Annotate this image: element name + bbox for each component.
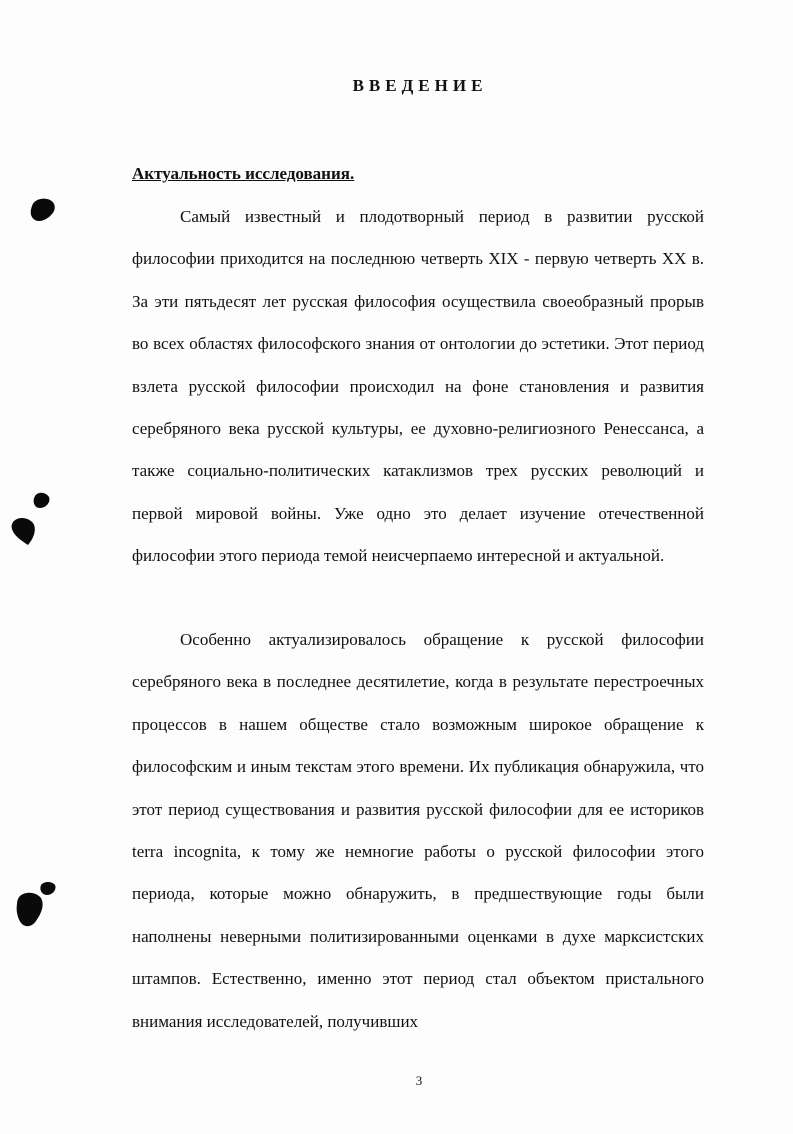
paragraph-2: Особенно актуализировалось обращение к русской философии серебряного века в последнее десятилетие, когда в результате перестроечных процессов в нашем обществе стало возможным широкое обращение к философским и иным текстам этого времени. Их публикация обнаружила, что этот период существования и развития русской философии для ее историков terra incognita, к тому же немногие работы о русской философии этого периода, которые можно обнаружить, в предшествующие годы были наполнены неверными политизированными оценками в духе марксистских штампов. Естественно, именно этот период стал объектом пристального внимания исследователей, получивших bbox=[132, 630, 704, 1031]
ink-blot-middle-small bbox=[30, 490, 52, 512]
section-heading: Актуальность исследования. bbox=[132, 164, 355, 183]
paragraph-2-block bbox=[132, 619, 704, 1043]
page-number: 3 bbox=[415, 1073, 423, 1088]
ink-blot-top bbox=[28, 196, 58, 226]
page-title: ВВЕДЕНИЕ bbox=[352, 76, 488, 95]
ink-blot-bottom bbox=[14, 890, 46, 930]
ink-blot-middle bbox=[10, 514, 38, 548]
paragraph-1: Самый известный и плодотворный период в развитии русской философии приходится на последнюю четверть XIX - первую четверть XX в. За эти пятьдесят лет русская философия осуществила своеобразный прорыв во всех областях философского знания от онтологии до эстетики. Этот период взлета русской философии происходил на фоне становления и развития серебряного века русской культуры, ее духовно-религиозного Ренессанса, а также социально-политических катаклизмов трех русских революций и первой мировой войны. Уже одно это делает изучение отечественной философии этого периода темой неисчерпаемо интересной и актуальной. bbox=[132, 207, 704, 566]
paragraph-1-block bbox=[132, 196, 704, 578]
